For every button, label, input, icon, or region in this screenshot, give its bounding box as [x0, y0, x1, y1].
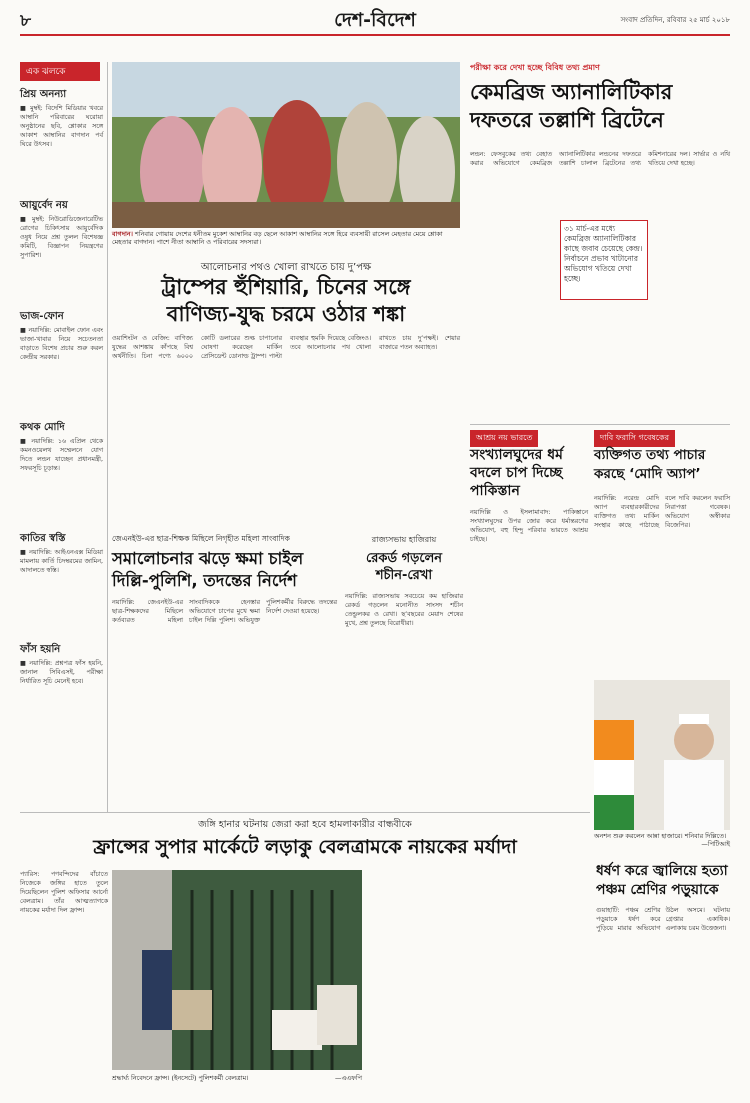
france-caption-text: শ্রদ্ধার্ঘ্য নিবেদনে ফ্রান্স। (ইনসেটে) পুলিশকর্মী বেলত্রাম।: [112, 1074, 249, 1082]
crime-headline: [596, 862, 730, 900]
crime-headline-line-2: পঞ্চম শ্রেণির পড়ুয়াকে: [596, 882, 719, 898]
france-headline: ফ্রান্সের সুপার মার্কেটে লড়াকু বেলত্রামকে নায়কের মর্যাদা: [93, 836, 517, 858]
sachin-body: [345, 592, 463, 808]
trump-body-text: ওয়াশিংটন ও বেজিং: বাণিজ্য যুদ্ধের আশঙ্কায় কাঁপছে বিশ্ব অর্থনীতি। চিনা পণ্যে ৬০০০ কোটি ডলারের শুল্ক চাপানোর ঘোষণা করেছেন মার্কিন প্রেসিডেন্ট ডোনাল্ড ট্রাম্প। পাল্টা ব্যবস্থার হুমকি দিয়েছে বেজিংও। তবে আলোচনার পথ খোলা রাখতে চায় দু’পক্ষই। শেয়ার বাজারে পতন অব্যাহত।: [112, 335, 460, 360]
trump-headline: [112, 274, 460, 328]
section-title: দেশ-বিদেশ: [334, 9, 416, 31]
cambridge-headline: [470, 78, 730, 134]
masthead-rule: [20, 34, 730, 36]
sidebar-item-title: ভাজ-ফোন: [20, 311, 64, 322]
anna-caption: [594, 832, 730, 849]
sidebar-header: এক ঝলকে: [20, 62, 100, 81]
trump-headline-line-2: বাণিজ্য-যুদ্ধ চরমে ওঠার শঙ্কা: [166, 302, 406, 326]
sidebar-item-title: কাতির স্বস্তি: [20, 533, 66, 544]
cambridge-headline-line-2: দফতরে তল্লাশি ব্রিটেনে: [470, 108, 664, 132]
crime-body: [596, 906, 730, 1096]
page-number: ৮: [20, 11, 32, 31]
sidebar-item-text: ■ নয়াদিল্লি: প্রশ্নপত্র ফাঁস হয়নি, জানাল সিবিএসই, পরীক্ষা নির্ধারিত সূচি মেনেই হবে।: [20, 660, 103, 685]
engagement-photo: [112, 62, 460, 228]
trump-kicker: আলোচনার পথও খোলা রাখতে চায় দু’পক্ষ: [200, 262, 372, 273]
cambridge-pullquote: [560, 220, 648, 300]
modi-app-tag: দাবি ফরাসি গবেষকের: [594, 430, 675, 447]
pakistan-headline: সংখ্যালঘুদের ধর্ম বদলে চাপ দিচ্ছে পাকিস্তান: [470, 447, 563, 499]
sidebar-item: [20, 420, 107, 525]
sidebar-item: [20, 531, 107, 636]
engagement-photo-illustration: [112, 62, 460, 228]
trump-body: [112, 334, 460, 530]
sachin-headline-line-2: শচীন-রেখা: [375, 568, 433, 583]
crime-body-text: গুয়াহাটি: পঞ্চম শ্রেণির পড়ুয়াকে ধর্ষণ করে পুড়িয়ে মারার অভিযোগ উঠল অসমে। ঘটনায় গ্রেপ্তার একাধিক। এলাকায় চরম উত্তেজনা।: [596, 907, 730, 932]
france-caption-credit: —এএফপি: [335, 1074, 362, 1082]
divider-bottom: [20, 812, 590, 813]
modi-app-body: [594, 494, 730, 674]
sachin-body-text: নয়াদিল্লি: রাজ্যসভায় সবচেয়ে কম হাজিরার রেকর্ড গড়লেন মনোনীত সাংসদ শচীন তেন্ডুলকর ও রেখা। ছ’বছরের মেয়াদ শেষের মুখে, প্রশ্ন তুলছে বিরোধীরা।: [345, 593, 463, 627]
crime-headline-line-1: ধর্ষণ করে জ্বালিয়ে হত্যা: [596, 863, 728, 879]
anna-caption-text: অনশন শুরু করলেন আন্না হাজারে। শনিবার দিল্লিতে।: [594, 832, 727, 840]
jnu-headline: [112, 548, 337, 592]
france-body-right: [370, 870, 590, 1096]
sidebar-item: [20, 642, 107, 747]
modi-app-headline-line-1: ব্যক্তিগত তথ্য পাচার: [594, 447, 706, 463]
divider-mid-right: [470, 424, 730, 425]
anna-hazare-photo-illustration: [594, 680, 730, 830]
anna-hazare-photo: [594, 680, 730, 830]
caption-lead: বাগদান।: [112, 230, 133, 238]
sidebar: [20, 62, 108, 812]
france-kicker: জঙ্গি হানার ঘটনায় জেরা করা হবে হামলাকারীর বান্ধবীকে: [198, 819, 412, 830]
sidebar-item-text: ■ মুম্বই: বিদেশি মিডিয়ার খবরে আম্বানি পরিবারের ঘরোয়া অনুষ্ঠানের ছবি, শ্লোকার সঙ্গে আকাশ আম্বানির বাগদান পর্ব ঘিরে উৎসব।: [20, 105, 103, 148]
trump-headline-line-1: ট্রাম্পের হুঁশিয়ারি, চিনের সঙ্গে: [161, 275, 411, 299]
sidebar-item: [20, 309, 107, 414]
cambridge-headline-line-1: কেমব্রিজ অ্যানালিটিকার: [470, 80, 673, 104]
france-photo-illustration: [112, 870, 362, 1070]
france-body: [20, 870, 108, 1096]
france-caption: [112, 1074, 362, 1092]
sidebar-item-title: প্রিয় অনন্যা: [20, 89, 67, 100]
sidebar-item-title: আয়ুর্বেদ নয়: [20, 200, 68, 211]
dateline: সংবাদ প্রতিদিন, রবিবার ২৫ মার্চ ২০১৮: [620, 16, 730, 24]
sidebar-item-title: ফাঁস হয়নি: [20, 644, 61, 655]
pakistan-tag: আশ্রয় নয় ভারতে: [470, 430, 538, 447]
france-photo: [112, 870, 362, 1070]
modi-app-headline-line-2: করছে ‘মোদি অ্যাপ’: [594, 466, 701, 482]
sidebar-item-text: ■ নয়াদিল্লি: ১৬ এপ্রিল থেকে কমনওয়েলথ সম্মেলনে যোগ দিতে লন্ডন যাচ্ছেন প্রধানমন্ত্রী, সফরসূচি চূড়ান্ত।: [20, 438, 103, 472]
sachin-headline: [345, 550, 463, 584]
jnu-body: [112, 598, 337, 808]
anna-caption-credit: —পিটিআই: [701, 840, 730, 849]
modi-app-headline: [594, 446, 730, 484]
sidebar-item: [20, 198, 107, 303]
france-body-text: প্যারিস: পণবন্দিদের বাঁচাতে নিজেকে জঙ্গির হাতে তুলে দিয়েছিলেন পুলিশ অফিসার আর্নো বেলত্রাম। তাঁর আত্মত্যাগকে নায়কের মর্যাদা দিল ফ্রান্স।: [20, 871, 108, 914]
cambridge-pullquote-text: ৩১ মার্চ-এর মধ্যে কেমব্রিজ অ্যানালিটিকার কাছে জবাব চেয়েছে কেন্দ্র। নির্বাচনে প্রভাব খাটানোর অভিযোগ খতিয়ে দেখা হচ্ছে।: [564, 224, 643, 283]
modi-app-body-text: নয়াদিল্লি: নরেন্দ্র মোদি অ্যাপ ব্যবহারকারীদের ব্যক্তিগত তথ্য মার্কিন সংস্থার কাছে পাঠাচ্ছে বলে দাবি করলেন ফরাসি নিরাপত্তা গবেষক। অভিযোগ অস্বীকার বিজেপির।: [594, 495, 730, 529]
caption-text: শনিবার গোয়ায় দেশের ধনীতম মুকেশ আম্বানির বড় ছেলে আকাশ আম্বানির সঙ্গে হিরে ব্যবসায়ী রাসেল মেহতার মেয়ে শ্লোকা মেহতার বাগদান। পাশে নীতা আম্বানি ও পরিবারের সদস্যরা।: [112, 230, 443, 247]
sachin-tag: রাজ্যসভায় হাজিরায়: [371, 535, 437, 544]
pakistan-body-text: নয়াদিল্লি ও ইসলামাবাদ: পাকিস্তানে সংখ্যালঘুদের উপর জোর করে ধর্মান্তরণের অভিযোগ, বহু হিন্দু পরিবার ভারতে আশ্রয় চাইছে।: [470, 509, 588, 543]
sidebar-item-text: ■ নয়াদিল্লি: আইএনএক্স মিডিয়া মামলায় কার্তি চিদম্বরমের জামিন, আদালতে স্বস্তি।: [20, 549, 103, 574]
sidebar-item-text: ■ মুম্বই: নিউরোডিজেনারেটিভ রোগের চিকিৎসায় আয়ুর্বেদিক ওষুধ নিয়ে প্রশ্ন তুলল বিশেষজ্ঞ কমিটি, বিজ্ঞাপন নিয়ন্ত্রণের সুপারিশ।: [20, 216, 103, 259]
sachin-headline-line-1: রেকর্ড গড়লেন: [365, 551, 443, 566]
sidebar-item-text: ■ নয়াদিল্লি: মোবাইল ফোন এবং ভাজা-খাবার নিয়ে সচেতনতা বাড়াতে বিশেষ প্রচার শুরু করল কেন্দ্রীয় সরকার।: [20, 327, 103, 361]
jnu-headline-line-2: দিল্লি-পুলিশি, তদন্তের নির্দেশ: [112, 571, 297, 590]
cambridge-body-text: লন্ডন: ফেসবুকের তথ্য বেহাত করার অভিযোগে কেমব্রিজ অ্যানালিটিকার লন্ডনের দফতরে তল্লাশি চালাল ব্রিটেনের তথ্য কমিশনারের দল। সার্ভার ও নথি খতিয়ে দেখা হচ্ছে।: [470, 151, 730, 167]
pakistan-body: [470, 508, 588, 808]
sidebar-item: [20, 87, 107, 192]
cambridge-tag: পরীক্ষা করে দেখা হচ্ছে বিবিধ তথ্য প্রমাণ: [470, 63, 600, 72]
engagement-photo-caption: [112, 230, 460, 256]
jnu-body-text: নয়াদিল্লি: জেএনইউ-এর ছাত্র-শিক্ষকদের মিছিলে কর্তব্যরত মহিলা সাংবাদিককে হেনস্তার অভিযোগে চাপের মুখে ক্ষমা চাইল দিল্লি পুলিশ। অভিযুক্ত পুলিশকর্মীর বিরুদ্ধে তদন্তের নির্দেশ দেওয়া হয়েছে।: [112, 599, 337, 624]
jnu-headline-line-1: সমালোচনার ঝড়ে ক্ষমা চাইল: [112, 549, 304, 568]
sidebar-item-title: কথক মোদি: [20, 422, 65, 433]
jnu-kicker: জেএনইউ-এর ছাত্র-শিক্ষক মিছিলে নিগৃহীত মহিলা সাংবাদিক: [112, 534, 290, 543]
